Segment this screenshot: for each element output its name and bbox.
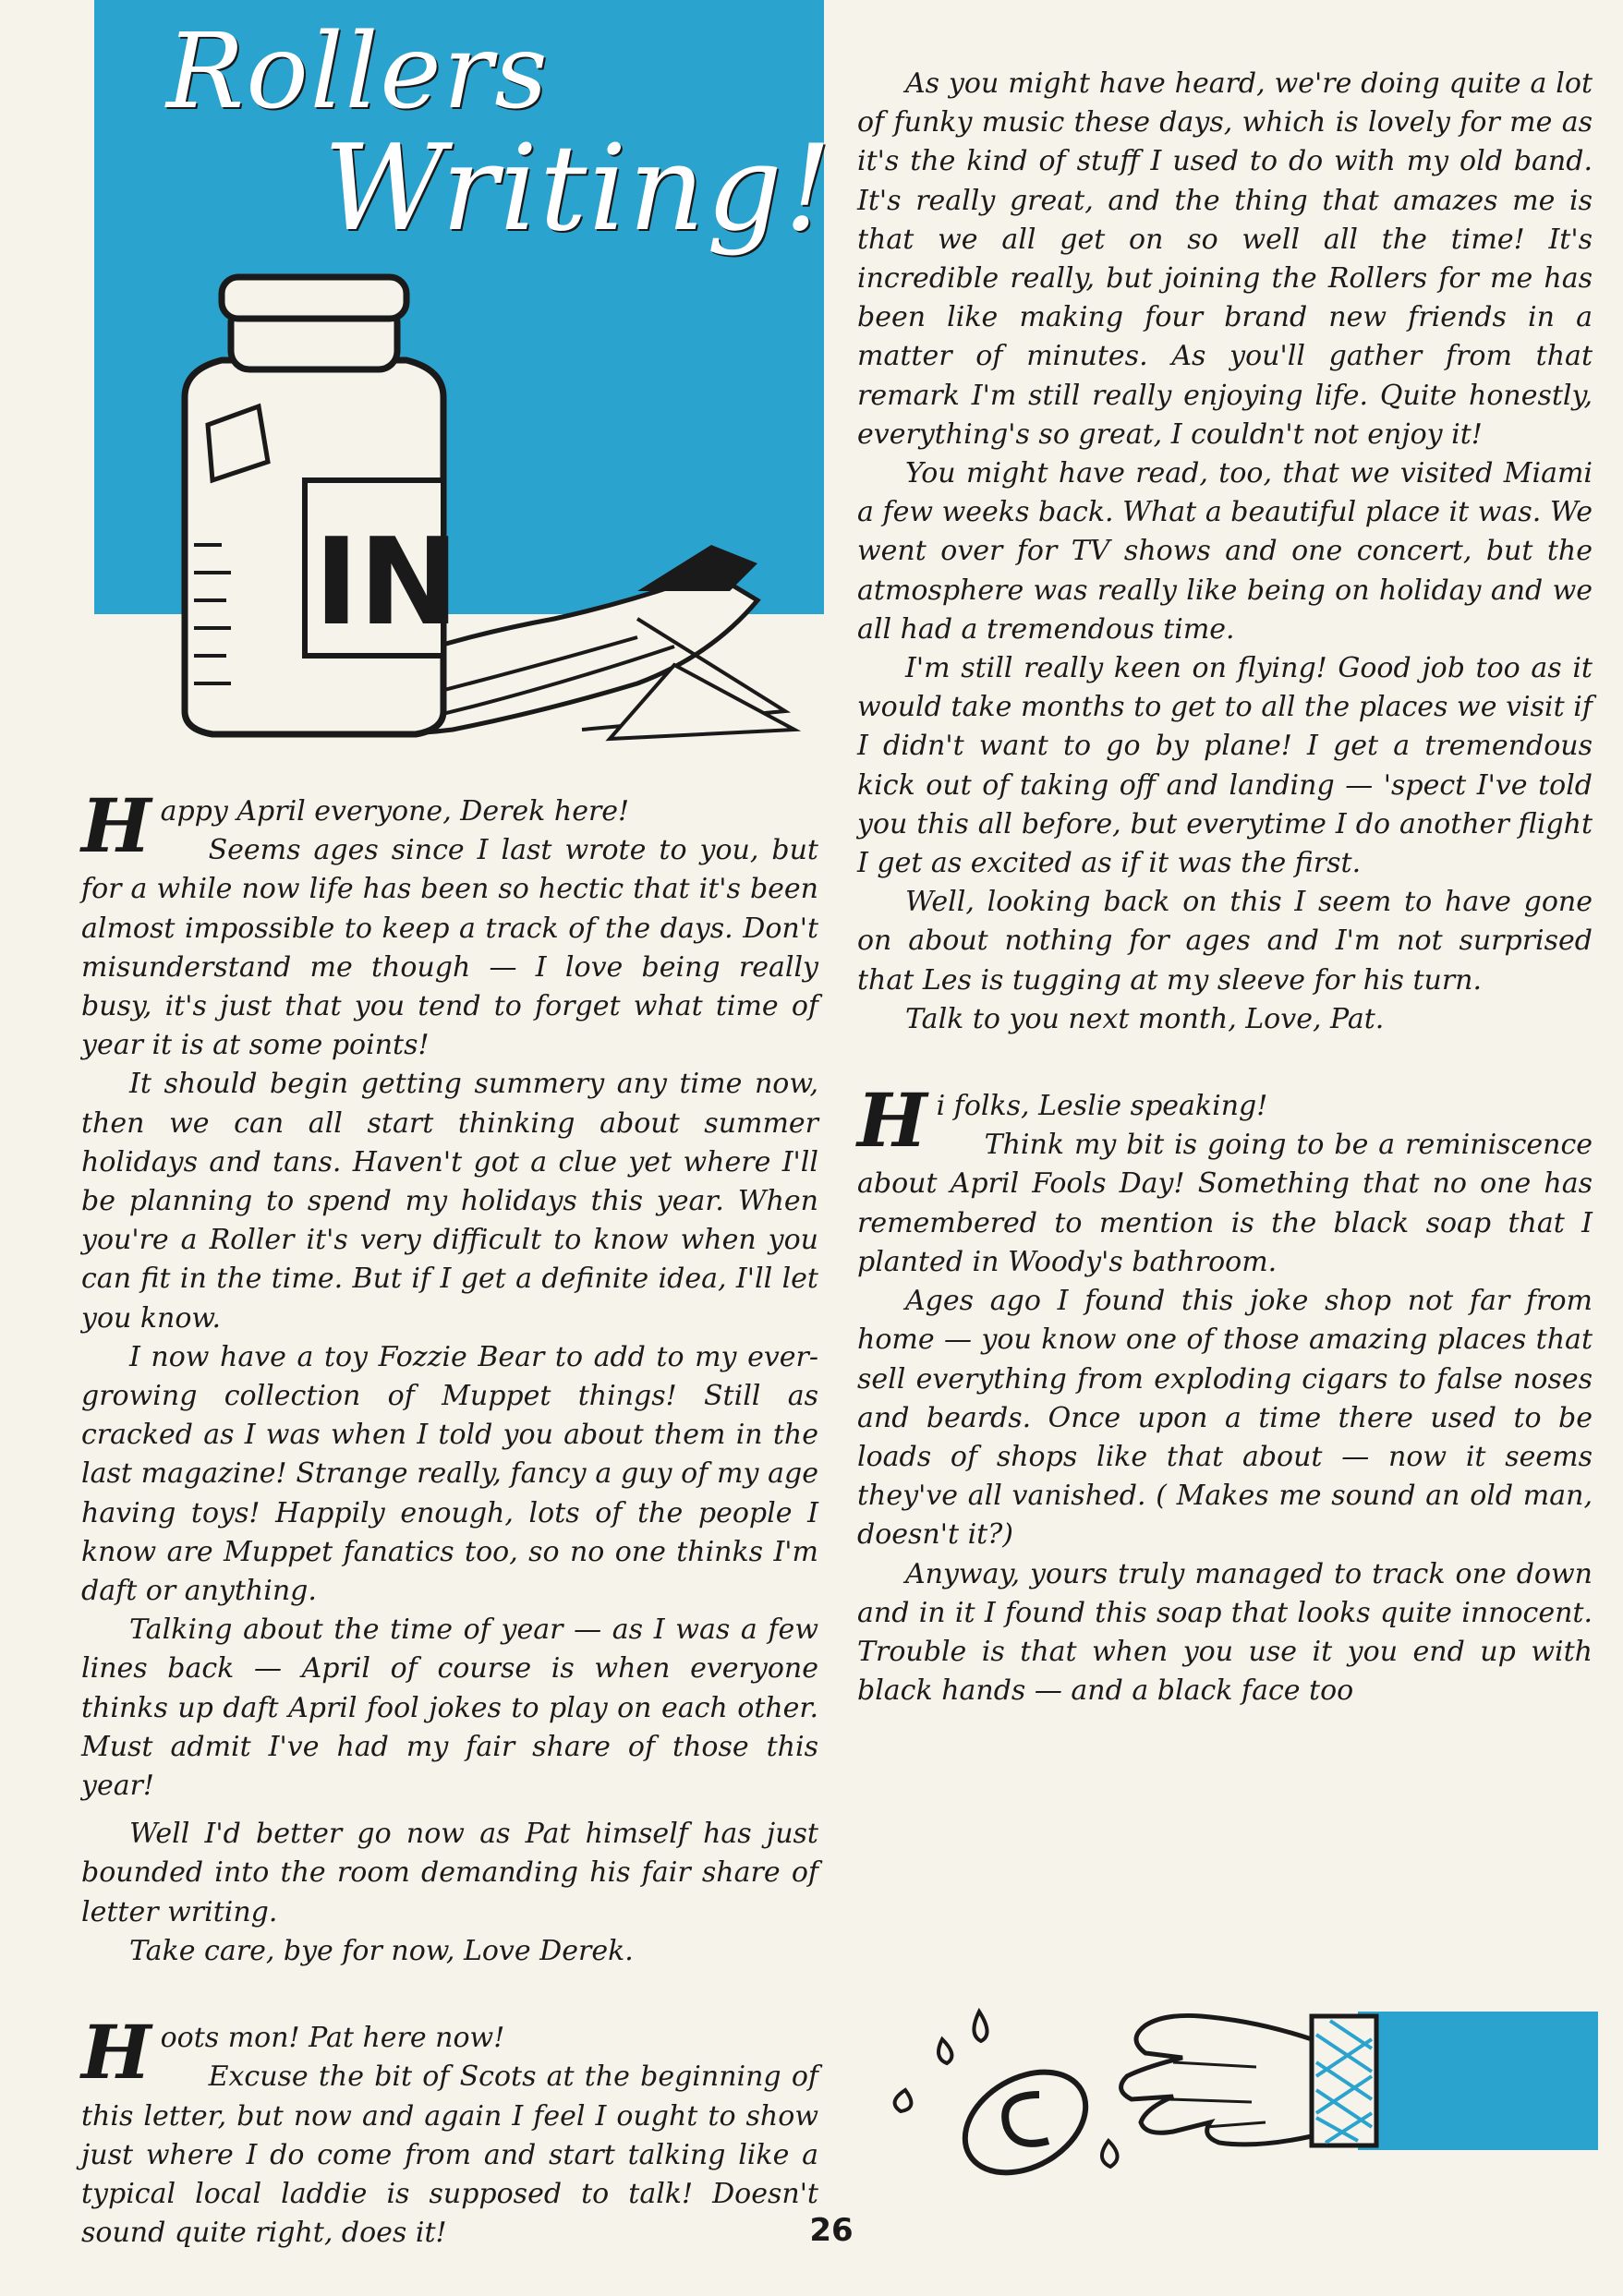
paragraph: I now have a toy Fozzie Bear to add to my ever-growing collection of Muppet things! Still as cracked as I was when I told you about them in the last magazine! Strange really, fancy a guy of my age having toys! Happily enough, lots of the people I know are Muppet fanatics too, so no one thinks I'm daft or anything. bbox=[81, 1340, 818, 1608]
title-line-1: Rollers bbox=[166, 12, 550, 132]
drop-cap: H bbox=[857, 1077, 927, 1165]
title-line-2: Writing! bbox=[323, 119, 834, 258]
paragraph: Seems ages since I last wrote to you, but for a while now life has been so hectic that it's been almost impossible to keep a track of the days. Don't misunderstand me though — I love being really busy, it's just that you tend to forget what time of year it is at some points! bbox=[81, 834, 818, 1062]
paragraph: You might have read, too, that we visited Miami a few weeks back. What a beautiful place it was. We went over for TV shows and one concert, but the atmosphere was really like being on holiday and we all had a tremendous time. bbox=[857, 457, 1593, 646]
hand-soap-illustration bbox=[868, 1984, 1598, 2187]
paragraph: Ages ago I found this joke shop not far from home — you know one of those amazing places that sell everything from exploding cigars to false noses and beards. Once upon a time there used to be loads of shops like that about — now it seems they've all vanished. ( Makes me sound an old man, doesn't it?) bbox=[857, 1285, 1593, 1552]
paragraph: Talking about the time of year — as I was a few lines back — April of course is when everyone thinks up daft April fool jokes to play on each other. Must admit I've had my fair share of those this year! bbox=[81, 1613, 818, 1803]
signoff: Take care, bye for now, Love Derek. bbox=[129, 1934, 634, 1967]
letter-opening: Happy April everyone, Derek here! bbox=[81, 782, 630, 869]
drop-cap: H bbox=[81, 782, 151, 869]
letter-opening: Hoots mon! Pat here now! bbox=[81, 2009, 505, 2097]
letter-derek bbox=[81, 782, 818, 1971]
drop-cap: H bbox=[81, 2009, 151, 2097]
letter-pat-continued bbox=[857, 65, 1593, 1039]
paragraph: Anyway, yours truly managed to track one down and in it I found this soap that looks quite innocent. Trouble is that when you use it you end up with black hands — and a black face too bbox=[857, 1557, 1593, 1708]
bottle-label: IN bbox=[314, 512, 460, 652]
signoff: Talk to you next month, Love, Pat. bbox=[905, 1002, 1385, 1035]
page-title bbox=[129, 12, 834, 258]
page-number: 26 bbox=[809, 2212, 854, 2249]
paragraph: Well, looking back on this I seem to have gone on about nothing for ages and I'm not surprised that Les is tugging at my sleeve for his turn. bbox=[857, 886, 1593, 997]
paragraph: I'm still really keen on flying! Good job too as it would take months to get to all the places we visit if I didn't want to go by plane! I get a tremendous kick out of taking off and landing — 'spect I've told you this all before, but everytime I do another flight I get as excited as if it was the first. bbox=[857, 652, 1593, 880]
ink-bottle-illustration bbox=[120, 268, 822, 767]
paragraph: Well I'd better go now as Pat himself has just bounded into the room demanding his fair share of letter writing. bbox=[81, 1818, 818, 1928]
right-column bbox=[857, 65, 1593, 1710]
left-column bbox=[81, 782, 818, 2253]
paragraph: Think my bit is going to be a reminiscence about April Fools Day! Something that no one has remembered to mention is the black soap that I planted in Woody's bathroom. bbox=[857, 1129, 1593, 1278]
paragraph: It should begin getting summery any time now, then we can all start thinking about summer holidays and tans. Haven't got a clue yet where I'll be planning to spend my holidays this year. When you're a Roller it's very difficult to know when you can fit in the time. But if I get a definite idea, I'll let you know. bbox=[81, 1068, 818, 1335]
letter-leslie bbox=[857, 1077, 1593, 1710]
letter-opening: Hi folks, Leslie speaking! bbox=[857, 1077, 1268, 1165]
paragraph: As you might have heard, we're doing quite a lot of funky music these days, which is lovely for me as it's the kind of stuff I used to do with my old band. It's really great, and the thing that amazes me is that we all get on so well all the time! It's incredible really, but joining the Rollers for me has been like making four brand new friends in a matter of minutes. As you'll gather from that remark I'm still really enjoying life. Quite honestly, everything's so great, I couldn't not enjoy it! bbox=[857, 67, 1593, 451]
paragraph: Excuse the bit of Scots at the beginning of this letter, but now and again I feel I ought to show just where I do come from and start talking like a typical local laddie is supposed to talk! Doesn't sound quite right, does it! bbox=[81, 2060, 818, 2250]
letter-pat bbox=[81, 2009, 818, 2253]
